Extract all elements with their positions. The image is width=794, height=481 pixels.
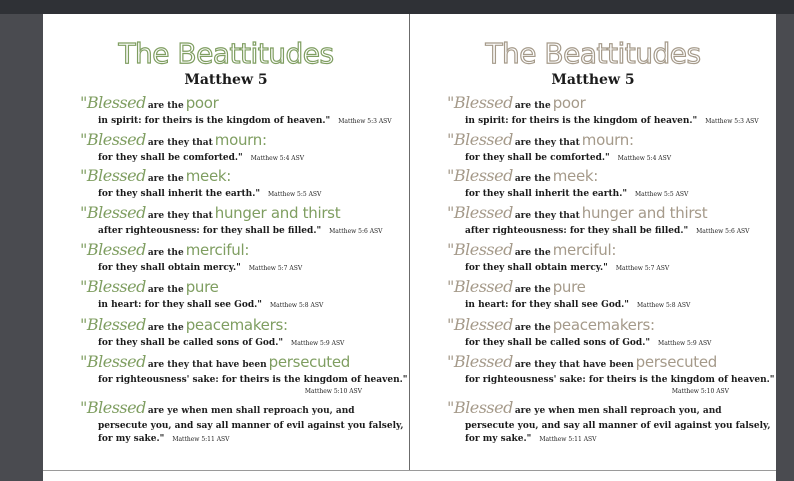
verse-ref: Matthew 5:6 ASV <box>329 228 383 235</box>
blessed-word: "Blessed <box>447 352 513 371</box>
verse-ref: Matthew 5:4 ASV <box>250 155 305 162</box>
verse-5-6 <box>80 204 409 238</box>
page-subtitle: Matthew 5 <box>184 72 268 88</box>
verse-line: in spirit: for theirs is the kingdom of heaven." <box>465 116 698 126</box>
verse-key: hunger and thirst <box>581 204 708 222</box>
verse-5-5 <box>80 167 409 201</box>
verse-mid: are the <box>147 285 184 295</box>
verse-5-6 <box>447 204 776 238</box>
verse-mid: are the <box>147 323 184 333</box>
verse-5-8 <box>447 278 776 312</box>
blessed-word: "Blessed <box>447 166 513 185</box>
verse-ref: Matthew 5:9 ASV <box>291 340 345 347</box>
verse-key: meek: <box>185 167 232 185</box>
verse-5-11 <box>80 399 409 446</box>
page-title: The Beattitudes <box>118 37 334 70</box>
verse-mid: are the <box>514 323 551 333</box>
blessed-word: "Blessed <box>447 203 513 222</box>
verse-line: for righteousness' sake: for theirs is the kingdom of heaven." <box>465 375 775 385</box>
blessed-word: "Blessed <box>447 130 513 149</box>
verse-5-10 <box>80 353 409 397</box>
verse-mid: are they that <box>514 138 580 148</box>
verse-mid: are the <box>514 101 551 111</box>
verse-ref: Matthew 5:5 ASV <box>268 191 322 198</box>
verse-5-7 <box>447 241 776 275</box>
verse-ref: Matthew 5:10 ASV <box>671 388 729 395</box>
blessed-word: "Blessed <box>80 166 146 185</box>
blessed-word: "Blessed <box>80 203 146 222</box>
verse-line: for they shall obtain mercy." <box>465 263 608 273</box>
verse-5-3 <box>80 94 409 128</box>
verse-line: for my sake." <box>98 434 165 444</box>
blessed-word: "Blessed <box>447 277 513 296</box>
viewer-toolbar <box>0 0 794 14</box>
verse-line: persecute you, and say all manner of evil against you falsely, <box>98 421 404 431</box>
verse-key: poor <box>185 94 219 112</box>
verse-mid: are the <box>147 174 184 184</box>
verse-line: after righteousness: for they shall be filled." <box>465 226 689 236</box>
verse-ref: Matthew 5:4 ASV <box>617 155 672 162</box>
verse-mid: are ye when men shall reproach you, and <box>147 406 355 416</box>
verse-ref: Matthew 5:11 ASV <box>539 436 597 443</box>
blessed-word: "Blessed <box>447 315 513 334</box>
verse-line: for they shall be called sons of God." <box>98 338 284 348</box>
verse-ref: Matthew 5:7 ASV <box>615 265 670 272</box>
viewer-background-right <box>776 14 794 481</box>
blessed-word: "Blessed <box>80 277 146 296</box>
page-green <box>43 14 409 470</box>
page-title: The Beattitudes <box>485 37 701 70</box>
verse-line: for righteousness' sake: for theirs is the kingdom of heaven." <box>98 375 408 385</box>
verse-ref: Matthew 5:3 ASV <box>338 118 392 125</box>
verse-ref: Matthew 5:5 ASV <box>635 191 689 198</box>
verse-line: for my sake." <box>465 434 532 444</box>
verse-ref: Matthew 5:9 ASV <box>658 340 712 347</box>
blessed-word: "Blessed <box>80 398 146 417</box>
verse-5-9 <box>447 316 776 350</box>
verse-line: persecute you, and say all manner of evil against you falsely, <box>465 421 771 431</box>
verse-mid: are they that <box>147 211 213 221</box>
verse-mid: are the <box>147 248 184 258</box>
verse-5-3 <box>447 94 776 128</box>
verse-mid: are they that <box>514 211 580 221</box>
blessed-word: "Blessed <box>447 240 513 259</box>
verse-ref: Matthew 5:11 ASV <box>172 436 230 443</box>
verse-key: persecuted <box>268 353 351 371</box>
page-divider <box>409 14 410 481</box>
verse-key: peacemakers: <box>185 316 288 334</box>
verse-mid: are the <box>514 174 551 184</box>
verse-ref: Matthew 5:7 ASV <box>248 265 303 272</box>
blessed-word: "Blessed <box>80 240 146 259</box>
verse-line: for they shall inherit the earth." <box>98 189 261 199</box>
verse-mid: are the <box>514 248 551 258</box>
verse-ref: Matthew 5:6 ASV <box>696 228 750 235</box>
verse-ref: Matthew 5:8 ASV <box>636 302 691 309</box>
verse-line: in spirit: for theirs is the kingdom of heaven." <box>98 116 331 126</box>
verse-mid: are the <box>514 285 551 295</box>
verse-line: after righteousness: for they shall be filled." <box>98 226 322 236</box>
verse-key: merciful: <box>552 241 617 259</box>
verse-5-4 <box>447 131 776 165</box>
verse-mid: are the <box>147 101 184 111</box>
verse-line: for they shall obtain mercy." <box>98 263 241 273</box>
verse-ref: Matthew 5:8 ASV <box>269 302 324 309</box>
viewer-background-left <box>0 14 43 481</box>
next-page-top <box>43 471 776 481</box>
verse-mid: are ye when men shall reproach you, and <box>514 406 722 416</box>
verse-5-7 <box>80 241 409 275</box>
blessed-word: "Blessed <box>80 93 146 112</box>
verse-5-8 <box>80 278 409 312</box>
verse-mid: are they that <box>147 138 213 148</box>
verse-5-5 <box>447 167 776 201</box>
blessed-word: "Blessed <box>447 93 513 112</box>
verse-line: in heart: for they shall see God." <box>98 300 262 310</box>
verse-key: pure <box>185 278 219 296</box>
verse-key: poor <box>552 94 586 112</box>
verse-key: persecuted <box>635 353 718 371</box>
blessed-word: "Blessed <box>80 352 146 371</box>
verse-key: mourn: <box>581 131 634 149</box>
verse-key: meek: <box>552 167 599 185</box>
page-taupe <box>410 14 776 470</box>
verse-5-4 <box>80 131 409 165</box>
verse-mid: are they that have been <box>147 360 267 370</box>
verse-line: for they shall be comforted." <box>98 153 243 163</box>
verse-ref: Matthew 5:3 ASV <box>705 118 759 125</box>
verse-line: for they shall inherit the earth." <box>465 189 628 199</box>
verse-line: for they shall be comforted." <box>465 153 610 163</box>
verse-line: in heart: for they shall see God." <box>465 300 629 310</box>
verse-key: merciful: <box>185 241 250 259</box>
verse-key: peacemakers: <box>552 316 655 334</box>
verse-mid: are they that have been <box>514 360 634 370</box>
verse-key: pure <box>552 278 586 296</box>
blessed-word: "Blessed <box>447 398 513 417</box>
verse-5-9 <box>80 316 409 350</box>
verse-line: for they shall be called sons of God." <box>465 338 651 348</box>
verse-key: hunger and thirst <box>214 204 341 222</box>
page-subtitle: Matthew 5 <box>551 72 635 88</box>
verse-5-10 <box>447 353 776 397</box>
verse-ref: Matthew 5:10 ASV <box>304 388 362 395</box>
blessed-word: "Blessed <box>80 130 146 149</box>
blessed-word: "Blessed <box>80 315 146 334</box>
verse-key: mourn: <box>214 131 267 149</box>
verse-5-11 <box>447 399 776 446</box>
